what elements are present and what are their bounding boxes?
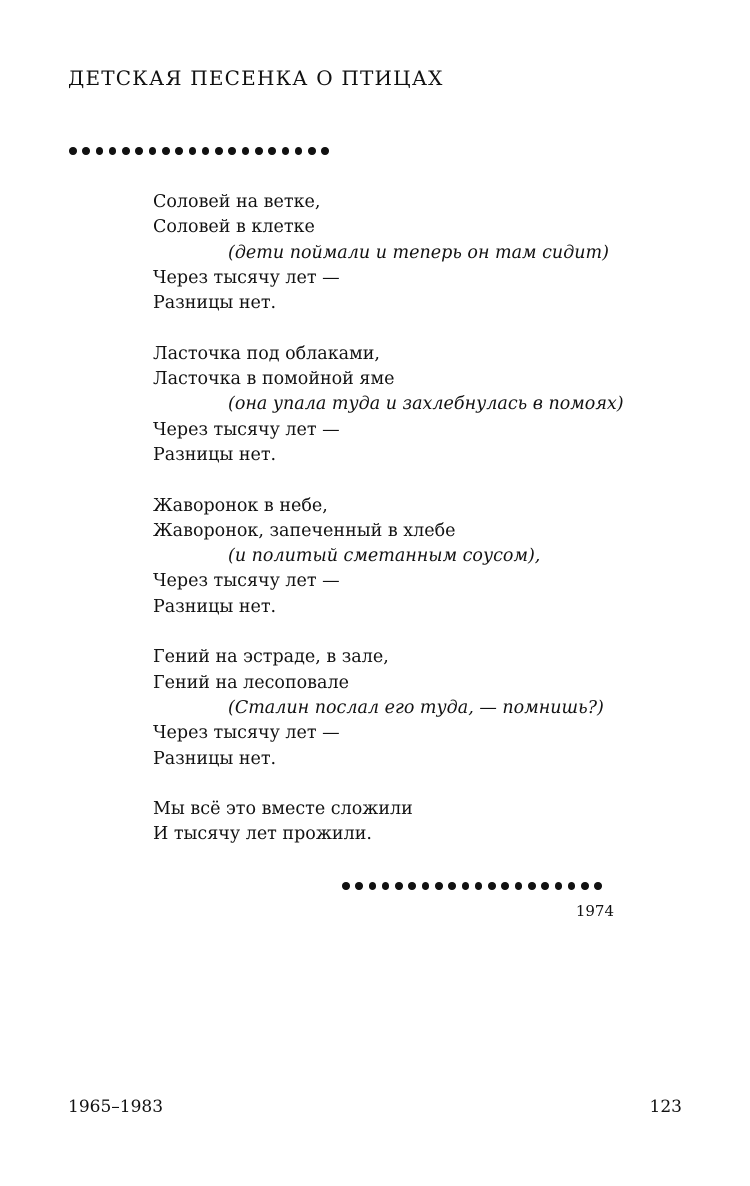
poem-line: Через тысячу лет — xyxy=(153,267,340,288)
poem-line: Через тысячу лет — xyxy=(153,571,340,592)
dot-ornament xyxy=(528,882,536,890)
poem-line: Гений на лесоповале xyxy=(153,672,349,693)
poem-line-italic: (она упала туда и захлебнулась в помоях) xyxy=(228,394,624,415)
poem-line: Мы всё это вместе сложили xyxy=(153,799,413,820)
dot-ornament xyxy=(369,882,377,890)
poem-line: Соловей в клетке xyxy=(153,217,315,238)
poem-line-italic: (Сталин послал его туда, — помнишь?) xyxy=(228,697,604,718)
poem-line: Через тысячу лет — xyxy=(153,419,340,440)
poem-line: Гений на эстраде, в зале, xyxy=(153,647,389,668)
dot-ornament xyxy=(175,147,183,155)
dot-ornament xyxy=(282,147,290,155)
poem-line-italic: (дети поймали и теперь он там сидит) xyxy=(228,242,609,263)
poem-line: Через тысячу лет — xyxy=(153,723,340,744)
page-number: 123 xyxy=(649,1097,682,1117)
poem-line: Ласточка под облаками, xyxy=(153,343,380,364)
dot-ornament xyxy=(395,882,403,890)
dot-ornament xyxy=(382,882,390,890)
dot-ornament xyxy=(422,882,430,890)
dot-ornament xyxy=(342,882,350,890)
dot-ornament xyxy=(202,147,210,155)
dot-divider-top xyxy=(69,147,329,155)
stanza xyxy=(153,342,624,468)
dot-ornament xyxy=(541,882,549,890)
dot-ornament xyxy=(135,147,143,155)
dot-ornament xyxy=(189,147,197,155)
dot-ornament xyxy=(488,882,496,890)
poem-line: Разницы нет. xyxy=(153,293,277,314)
stanza xyxy=(153,797,624,848)
dot-ornament xyxy=(96,147,104,155)
poem-line: И тысячу лет прожили. xyxy=(153,824,372,845)
dot-ornament xyxy=(555,882,563,890)
poem-title: ДЕТСКАЯ ПЕСЕНКА О ПТИЦАХ xyxy=(68,66,444,90)
dot-ornament xyxy=(321,147,329,155)
poem-body xyxy=(153,190,624,873)
poem-line: Разницы нет. xyxy=(153,444,277,465)
poem-line-italic: (и политый сметанным соусом), xyxy=(228,546,541,567)
stanza xyxy=(153,494,624,620)
dot-ornament xyxy=(255,147,263,155)
dot-ornament xyxy=(268,147,276,155)
poem-line: Разницы нет. xyxy=(153,748,277,769)
dot-ornament xyxy=(109,147,117,155)
poem-line: Ласточка в помойной яме xyxy=(153,369,395,390)
dot-ornament xyxy=(355,882,363,890)
poem-date: 1974 xyxy=(575,902,614,920)
dot-ornament xyxy=(228,147,236,155)
poem-line: Жаворонок в небе, xyxy=(153,495,328,516)
footer-years: 1965–1983 xyxy=(68,1097,164,1117)
dot-ornament xyxy=(462,882,470,890)
poem-line: Разницы нет. xyxy=(153,596,277,617)
poem-line: Соловей на ветке, xyxy=(153,192,321,212)
poem-line: Жаворонок, запеченный в хлебе xyxy=(153,520,456,541)
dot-ornament xyxy=(408,882,416,890)
dot-ornament xyxy=(162,147,170,155)
dot-ornament xyxy=(448,882,456,890)
dot-ornament xyxy=(501,882,509,890)
stanza xyxy=(153,190,624,316)
stanza xyxy=(153,645,624,771)
dot-ornament xyxy=(242,147,250,155)
dot-ornament xyxy=(82,147,90,155)
dot-ornament xyxy=(308,147,316,155)
dot-ornament xyxy=(295,147,303,155)
dot-ornament xyxy=(475,882,483,890)
dot-ornament xyxy=(594,882,602,890)
dot-divider-bottom xyxy=(342,882,602,890)
dot-ornament xyxy=(568,882,576,890)
dot-ornament xyxy=(215,147,223,155)
dot-ornament xyxy=(149,147,157,155)
dot-ornament xyxy=(515,882,523,890)
dot-ornament xyxy=(435,882,443,890)
dot-ornament xyxy=(122,147,130,155)
dot-ornament xyxy=(581,882,589,890)
dot-ornament xyxy=(69,147,77,155)
